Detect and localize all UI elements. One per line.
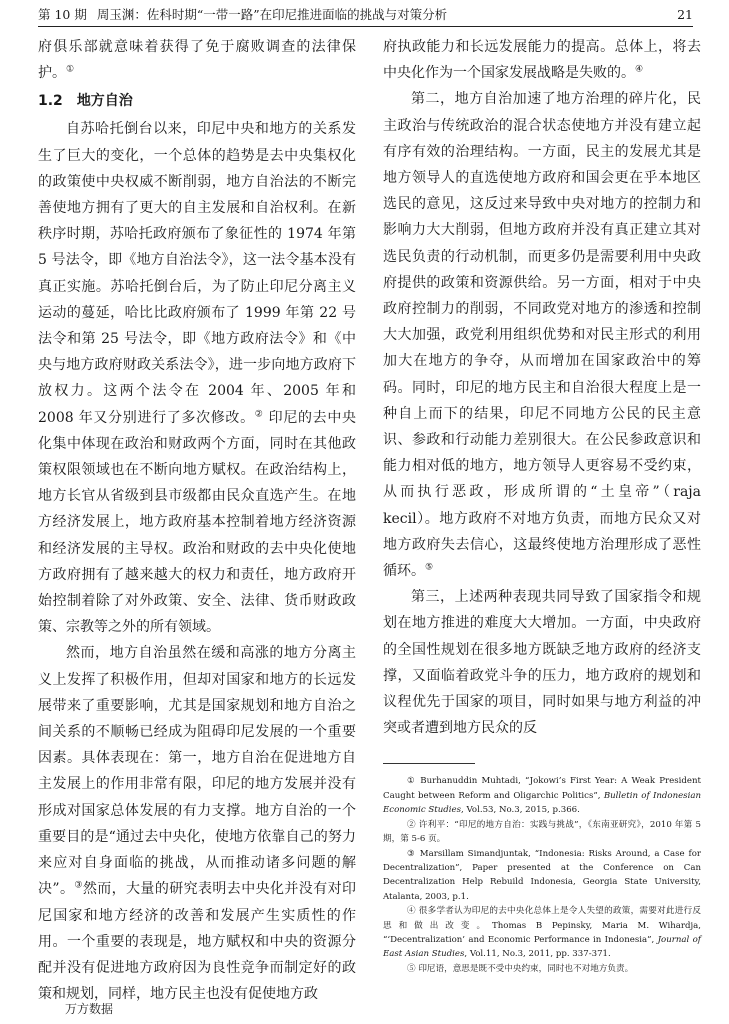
footnote-text: 很多学者认为印尼的去中央化总体上是令人失望的政策，需要对此进行反思和做出改变。Thomas B Pepinsky, Maria M. Wihardja, “‘Decentralization’ and Economic Performance in Indonesia”, [383, 906, 701, 945]
journal-title: Journal of East Asian Studies [383, 934, 701, 960]
body-paragraph [38, 640, 356, 1007]
continued-paragraph [38, 34, 356, 86]
section-number: 1.2 [38, 93, 63, 110]
footnote-4 [383, 904, 701, 962]
running-header [38, 4, 693, 27]
header-title: 周玉渊：佐科时期“一带一路”在印尼推进面临的挑战与对策分析 [96, 7, 448, 22]
footnote-2 [383, 818, 701, 847]
footnote-ref-5: ⑤ [425, 562, 434, 573]
footnote-text: 许利平：“印尼的地方自治：实践与挑战”，《东南亚研究》，2010 年第 5 期，第 5-6 页。 [383, 819, 701, 845]
journal-title: Bulletin of Indonesian Economic Studies [383, 790, 702, 816]
footnote-number: ① [407, 776, 417, 787]
watermark: 万方数据 [65, 1002, 114, 1016]
footnotes [383, 774, 701, 976]
footnote-ref-1: ① [66, 64, 75, 75]
right-column [383, 34, 701, 976]
section-heading [38, 88, 356, 114]
continued-text: 府执政能力和长远发展能力的提高。总体上，将去中央化作为一个国家发展战略是失败的。 [383, 39, 701, 82]
paragraph-text: 自苏哈托倒台以来，印尼中央和地方的关系发生了巨大的变化，一个总体的趋势是去中央集权化的政策使中央权威不断削弱，地方自治法的不断完善使地方拥有了更大的自主发展和自治权利。在新秩序时期，苏哈托政府颁布了象征性的 1974 年第 5 号法令，即《地方自治法令》，这一法令基本没有真正实施。苏哈托倒台后，为了防止印尼分离主义运动的蔓延，哈比比政府颁布了 1999 年第 22 号法令和第 25 号法令，即《地方政府法令》和《中央与地方政府财政关系法令》，进一步向地方政府下放权力。这两个法令在 2004 年、2005 年和 2008 年又分别进行了多次修改。 [38, 121, 356, 426]
paragraph-text: 然而，大量的研究表明去中央化并没有对印尼国家和地方经济的改善和发展产生实质性的作用。一个重要的表现是，地方赋权和中央的资源分配并没有促进地方政府因为良性竞争而制定好的政策和规划，同样，地方民主也没有促使地方政 [38, 881, 356, 1003]
header-left [38, 4, 447, 26]
footnote-number: ④ [407, 906, 416, 917]
continued-text: 府俱乐部就意味着获得了免于腐败调查的法律保护。 [38, 39, 356, 82]
body-paragraph [383, 584, 701, 741]
footnote-text: 印尼语，意思是既不受中央约束，同时也不对地方负责。 [415, 963, 634, 974]
page-number: 21 [677, 7, 693, 22]
footnote-text: Marsillam Simandjuntak, “Indonesia: Risks Around, a Case for Decentralization”, Paper presented at the Conference on Can Decentralization Help Rebuild Indonesia, Georgia State University, Atalanta, 2003, p.1. [383, 848, 701, 902]
footnote-text: , Vol.53, No.3, 2015, p.366. [461, 805, 580, 816]
paragraph-text: 然而，地方自治虽然在缓和高涨的地方分离主义上发挥了积极作用，但却对国家和地方的长远发展带来了重要影响，尤其是国家规划和地方自治之间关系的不顺畅已经成为阻碍印尼发展的一个重要因素。具体表现在：第一，地方自治在促进地方自主发展上的作用非常有限，印尼的地方发展并没有形成对国家总体发展的有力支撑。地方自治的一个重要目的是“通过去中央化，使地方依靠自己的努力来应对自身面临的挑战，从而推动诸多问题的解决”。 [38, 645, 356, 898]
issue-number: 第 10 期 [38, 7, 87, 22]
paragraph-text: 印尼的去中央化集中体现在政治和财政两个方面，同时在其他政策权限领域也在不断向地方赋权。在政治结构上，地方长官从省级到县市级都由民众直选产生。在地方经济发展上，地方政府基本控制着地方经济资源和经济发展的主导权。政治和财政的去中央化使地方政府拥有了越来越大的权力和责任，地方政府开始控制着除了对外政策、安全、法律、货币财政政策、宗教等之外的所有领域。 [38, 409, 356, 636]
footnote-number: ② [407, 819, 416, 830]
left-column [38, 34, 356, 1007]
footnote-text: Burhanuddin Muhtadi, “Jokowi’s First Year: A Weak President Caught between Reform and Oligarchic Politics”, [383, 776, 701, 801]
footnote-5 [383, 962, 701, 976]
footnote-number: ③ [407, 848, 416, 859]
footnote-ref-2: ② [254, 408, 264, 419]
footnote-3 [383, 847, 701, 905]
continued-paragraph [383, 34, 701, 86]
paragraph-text: 第三，上述两种表现共同导致了国家指令和规划在地方推进的难度大大增加。一方面，中央政府的全国性规划在很多地方既缺乏地方政府的经济支撑，又面临着政党斗争的压力，地方政府的规划和议程优先于国家的项目，同时如果与地方利益的冲突或者遭到地方民众的反 [383, 589, 701, 737]
footnote-ref-3: ③ [74, 880, 83, 891]
footnote-text: , Vol.11, No.3, 2011, pp. 337-371. [464, 949, 611, 960]
body-paragraph [38, 116, 356, 640]
section-title: 地方自治 [76, 93, 133, 110]
paragraph-text: 第二，地方自治加速了地方治理的碎片化，民主政治与传统政治的混合状态使地方并没有建立起有序有效的治理结构。一方面，民主的发展尤其是地方领导人的直选使地方政府和国会更在乎本地区选民的意见，这反过来导致中央对地方的控制力和影响力大大削弱，但地方政府并没有真正建立其对选民负责的行动机制，而更多仍是需要利用中央政府提供的政策和资源供给。另一方面，相对于中央政府控制力的削弱，不同政党对地方的渗透和控制大大加强，政党利用组织优势和对民主形式的利用加大在地方的争夺，从而增加在国家政治中的筹码。同时，印尼的地方民主和自治很大程度上是一种自上而下的结果，印尼不同地方公民的民主意识、参政和行动能力差别很大。在公民参政意识和能力相对低的地方，地方领导人更容易不受约束，从而执行恶政，形成所谓的“土皇帝”（raja kecil）。地方政府不对地方负责，而地方民众又对地方政府失去信心，这最终使地方治理形成了恶性循环。 [383, 91, 701, 580]
body-paragraph [383, 86, 701, 584]
footnote-ref-4: ④ [635, 64, 644, 75]
footnote-1 [383, 774, 701, 817]
footnote-number: ⑤ [407, 963, 416, 974]
footnote-separator [383, 763, 475, 764]
